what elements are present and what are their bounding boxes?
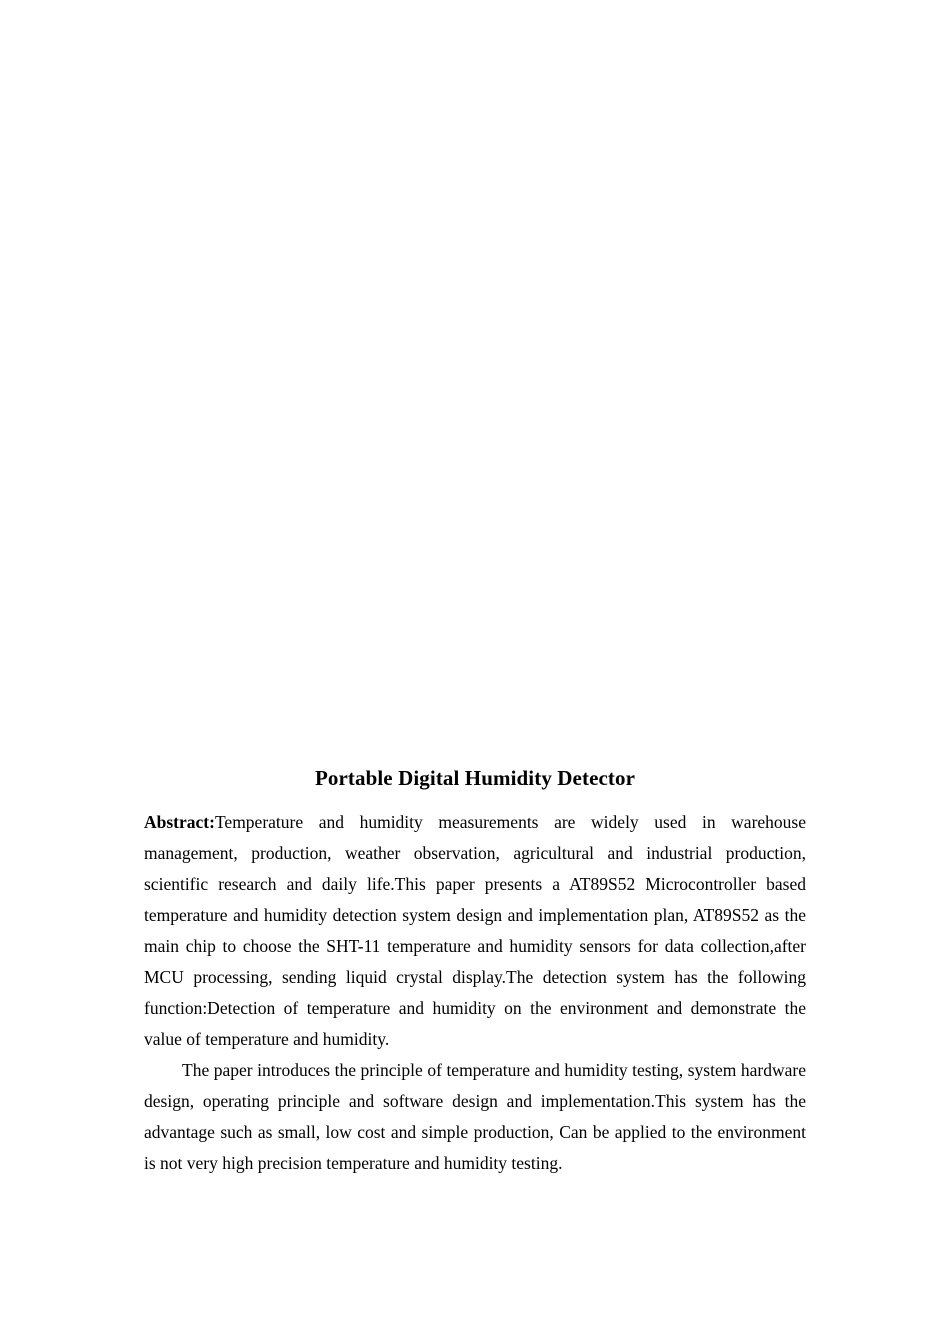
abstract-section — [144, 763, 806, 1179]
paper-title: Portable Digital Humidity Detector — [314, 766, 636, 790]
abstract-text: Temperature and humidity measurements are widely used in warehouse management, production, weather observation, agricultural and industrial production, scientific research and daily life.This paper presents a AT89S52 Microcontroller based temperature and humidity detection system design and implementation plan, AT89S52 as the main chip to choose the SHT-11 temperature and humidity sensors for data collection,after MCU processing, sending liquid crystal display.The detection system has the following function:Detection of temperature and humidity on the environment and demonstrate the value of temperature and humidity. — [144, 812, 806, 1049]
abstract-label: Abstract: — [144, 812, 215, 832]
second-paragraph: The paper introduces the principle of temperature and humidity testing, system hardware design, operating principle and software design and implementation.This system has the advantage such as small, low cost and simple production, Can be applied to the environment is not very high precision temperature and humidity testing. — [144, 1060, 806, 1173]
abstract-paragraph — [144, 807, 806, 1055]
